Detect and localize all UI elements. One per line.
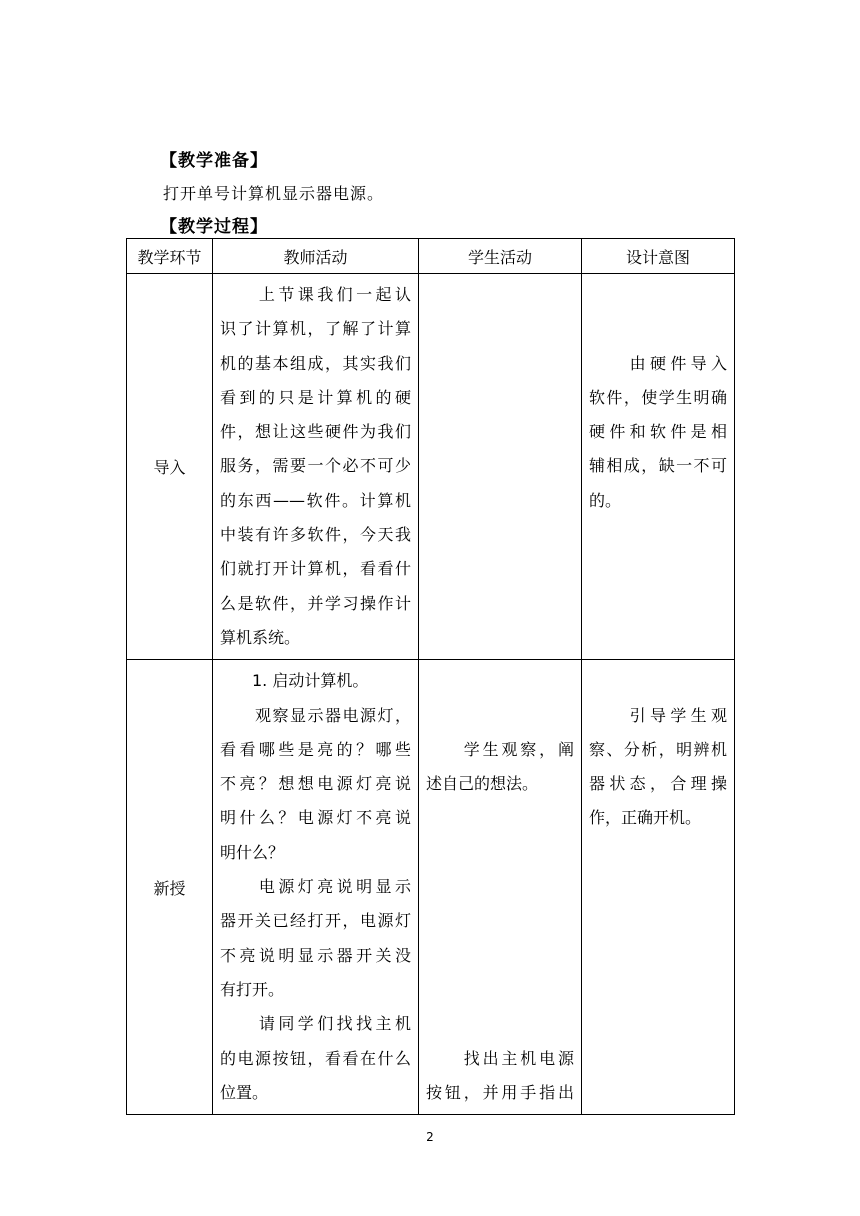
table-row-new-lesson (127, 660, 735, 1115)
text-line: 电源灯亮说明显示 (220, 877, 411, 897)
design-intent-new-lesson (582, 660, 735, 1115)
text-line: 器状态，合理操 (589, 774, 727, 794)
text-line: 算机系统。 (220, 627, 301, 647)
design-intent-intro (582, 274, 735, 660)
text-line: 机的基本组成，其实我们 (220, 353, 411, 373)
text-line: 作，正确开机。 (589, 808, 702, 828)
text-line: 有打开。 (220, 979, 285, 999)
text-line: 器开关已经打开，电源灯 (220, 911, 411, 931)
prep-text: 打开单号计算机显示器电源。 (163, 184, 385, 203)
header-student: 学生活动 (419, 239, 582, 274)
text-line: 述自己的想法。 (426, 774, 539, 794)
text-line: 按钮，并用手指出 (426, 1082, 574, 1102)
text-line: 不亮？想想电源灯亮说 (220, 774, 411, 794)
teacher-activity-intro (213, 274, 419, 660)
teacher-activity-new-lesson (213, 660, 419, 1115)
text-line: 明什么？ (220, 842, 285, 862)
text-line: 硬件和软件是相 (589, 422, 727, 442)
text-line: 请同学们找找主机 (220, 1014, 411, 1034)
text-line: 中装有许多软件，今天我 (220, 525, 411, 545)
table-header-row (127, 239, 735, 274)
text-line: 看看哪些是亮的？哪些 (220, 739, 411, 759)
text-line: 1. 启动计算机。 (220, 671, 369, 691)
text-line: 软件，使学生明确 (589, 387, 727, 407)
student-activity-intro (419, 274, 582, 660)
text-line: 的东西——软件。计算机 (220, 490, 411, 510)
student-activity-new-lesson (419, 660, 582, 1115)
page-number: 2 (426, 1130, 434, 1144)
header-intent: 设计意图 (582, 239, 735, 274)
text-line: 明什么？电源灯不亮说 (220, 808, 411, 828)
stage-intro: 导入 (127, 274, 213, 660)
text-line: 引导学生观 (589, 705, 727, 725)
text-line: 服务，需要一个必不可少 (220, 456, 411, 476)
text-line: 上节课我们一起认 (220, 285, 411, 304)
prep-heading: 【教学准备】 (160, 151, 268, 171)
text-line: 找出主机电源 (426, 1048, 574, 1068)
text-line: 件，想让这些硬件为我们 (220, 422, 411, 442)
table-row-intro (127, 274, 735, 660)
process-heading: 【教学过程】 (160, 217, 268, 237)
stage-new-lesson: 新授 (127, 660, 213, 1115)
text-line: 观察显示器电源灯， (220, 705, 411, 725)
text-line: 学生观察，阐 (426, 739, 574, 759)
text-line: 识了计算机，了解了计算 (220, 319, 411, 339)
header-teacher: 教师活动 (213, 239, 419, 274)
text-line: 察、分析，明辨机 (589, 739, 727, 759)
text-line: 由硬件导入 (589, 353, 727, 373)
text-line: 不亮说明显示器开关没 (220, 945, 411, 965)
text-line: 么是软件，并学习操作计 (220, 593, 411, 613)
header-stage: 教学环节 (127, 239, 213, 274)
text-line: 的电源按钮，看看在什么 (220, 1048, 411, 1068)
lesson-table (126, 238, 735, 1115)
text-line: 位置。 (220, 1082, 269, 1102)
text-line: 们就打开计算机，看看什 (220, 559, 411, 579)
text-line: 辅相成，缺一不可 (589, 456, 727, 476)
text-line: 看到的只是计算机的硬 (220, 387, 411, 407)
text-line: 的。 (589, 490, 622, 510)
